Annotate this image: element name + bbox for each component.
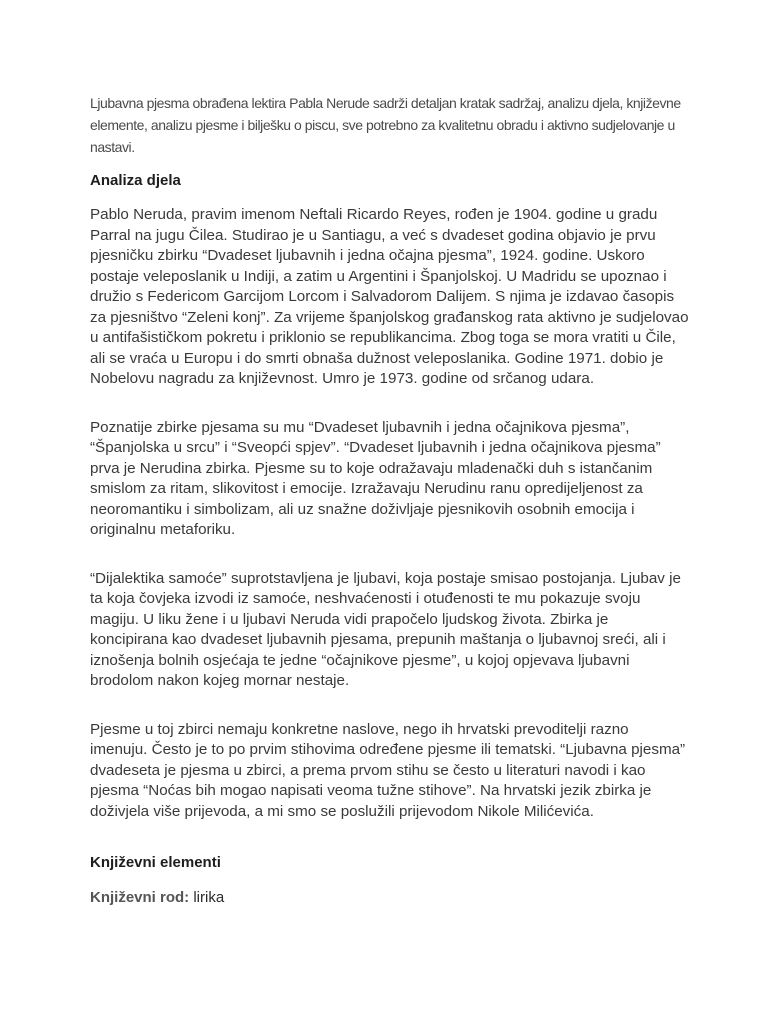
paragraph-collections: Poznatije zbirke pjesama su mu “Dvadeset ljubavnih i jedna očajnikova pjesma”, “Španjolska u srcu” i “Sveopći spjev”. “Dvadeset ljubavnih i jedna očajnikova pjesma” prva je Nerudina zbirka. Pjesme su to koje odražavaju mladenački duh s istančanim smislom za ritam, slikovitost i emocije. Izražavaju Nerudinu ranu opredijeljenost za neoromantiku i simbolizam, ali uz snažne doživljaje pjesnikovih osobnih emocija i originalnu metaforiku. (90, 418, 661, 538)
paragraph-biography: Pablo Neruda, pravim imenom Neftali Ricardo Reyes, rođen je 1904. godine u gradu Parral na jugu Čilea. Studirao je u Santiagu, a već s dvadeset godina objavio je prvu pjesničku zbirku “Dvadeset ljubavnih i jedna očajna pjesma”, 1924. godine. Uskoro postaje veleposlanik u Indiji, a zatim u Argentini i Španjolskoj. U Madridu se upoznao i družio s Federicom Garcijom Lorcom i Salvadorom Dalijem. S njima je izdavao časopis za pjesništvo “Zeleni konj”. Za vrijeme španjolskog građanskog rata aktivno je sudjelovao u antifašističkom pokretu i priklonio se republikancima. Zbog toga se mora vratiti u Čile, ali se vraća u Europu i do smrti obnaša dužnost veleposlanika. Godine 1971. dobio je Nobelovu nagradu za književnost. Umro je 1973. godine od srčanog udara. (90, 206, 689, 387)
section-heading-elementi: Književni elementi (90, 854, 221, 871)
paragraph-dialectics: “Dijalektika samoće” suprotstavljena je ljubavi, koja postaje smisao postojanja. Ljubav je ta koja čovjeka izvodi iz samoće, neshvaćenosti i otuđenosti te mu pokazuje svoju magiju. U liku žene i u ljubavi Neruda vidi prapočelo ljudskog života. Zbirka je koncipirana kao dvadeset ljubavnih pjesama, prepunih maštanja o ljubavnoj sreći, ali i iznošenja bolnih osjećaja te jedne “očajnikove pjesme”, u kojoj opjevava ljubavni brodolom nakon kojeg mornar nestaje. (90, 569, 681, 689)
document-page (90, 92, 690, 909)
literary-genre-line (90, 887, 690, 909)
intro-text: Ljubavna pjesma obrađena lektira Pabla Nerude sadrži detaljan kratak sadržaj, analizu djela, književne elemente, analizu pjesme i bilješku o piscu, sve potrebno za kvalitetnu obradu i aktivno sudjelovanje u nastavi. (90, 95, 681, 155)
paragraph-titles: Pjesme u toj zbirci nemaju konkretne naslove, nego ih hrvatski prevoditelji razno imenuju. Često je to po prvim stihovima određene pjesme ili tematski. “Ljubavna pjesma” dvadeseta je pjesma u zbirci, a prema prvom stihu se često u literaturi navodi i kao pjesma “Noćas bih mogao napisati veoma tužne stihove”. Na hrvatski jezik zbirka je doživjela više prijevoda, a mi smo se poslužili prijevodom Nikole Milićevića. (90, 720, 686, 820)
literary-genre-label: Književni rod: (90, 889, 190, 906)
literary-genre-value: lirika (189, 889, 225, 906)
section-heading-analiza: Analiza djela (90, 172, 181, 189)
